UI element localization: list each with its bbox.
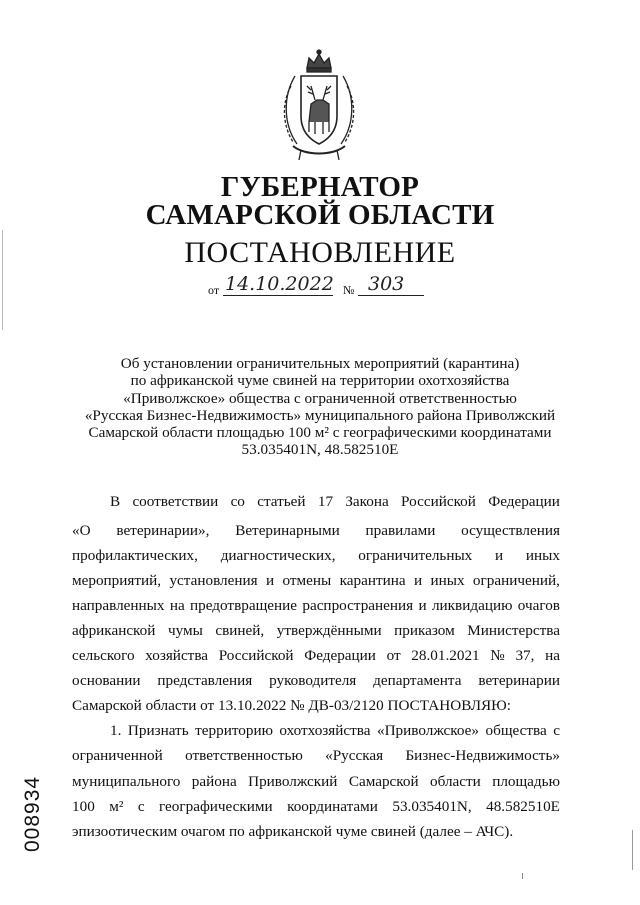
body-word: департамента: [373, 672, 462, 689]
body-word: ответственностью: [185, 747, 303, 764]
body-word: охотхозяйства: [279, 722, 371, 739]
body-word: 100: [72, 798, 95, 815]
body-word: Ветеринарными: [235, 522, 340, 539]
body-word: правилами: [365, 522, 436, 539]
body-word: муниципального: [72, 773, 181, 790]
title-line: по африканской чуме свиней на территории охотхозяйства: [130, 372, 510, 390]
body-line: [72, 798, 560, 816]
body-word: ограничительных: [358, 547, 473, 564]
body-line: [72, 722, 560, 740]
body-word: района: [191, 773, 237, 790]
body-line: [72, 622, 560, 640]
body-word: общества: [485, 722, 547, 739]
body-word: Самарской: [348, 773, 419, 790]
body-word: и: [495, 547, 504, 564]
body-word: территорию: [195, 722, 273, 739]
body-word: Российской: [218, 647, 294, 664]
title-line: Самарской области площадью 100 м² с географическими координатами: [88, 424, 552, 442]
body-word: мероприятий,: [72, 572, 162, 589]
body-word: иных: [430, 572, 465, 589]
body-word: осуществления: [461, 522, 560, 539]
title-line: «Приволжское» общества с ограниченной ответственностью: [123, 389, 517, 407]
scan-edge-line: [632, 830, 633, 870]
body-word: ветеринарии»,: [116, 522, 210, 539]
body-word: чумы: [167, 622, 203, 639]
body-word: с: [553, 722, 560, 739]
body-word: соответствии: [132, 493, 219, 510]
body-word: установления: [169, 572, 258, 589]
body-word: от: [386, 647, 401, 664]
body-line: [72, 493, 560, 511]
body-word: распространения: [302, 597, 414, 614]
body-word: координатами: [287, 798, 378, 815]
body-word: свиней,: [215, 622, 265, 639]
body-word: руководителя: [269, 672, 357, 689]
body-word: хозяйства: [145, 647, 209, 664]
handwritten-date: 14.10.2022: [225, 273, 334, 295]
document-title: [80, 355, 560, 459]
body-word: №: [490, 647, 505, 664]
body-word: 28.01.2021: [411, 647, 480, 664]
body-word: и: [265, 572, 275, 589]
body-word: 37,: [515, 647, 535, 664]
body-word: области: [430, 773, 481, 790]
date-label: от: [208, 283, 220, 297]
body-word: ликвидацию: [431, 597, 513, 614]
body-word: «Русская: [325, 747, 384, 764]
body-line: [72, 672, 560, 690]
body-word: представления: [157, 672, 253, 689]
body-word: ветеринарии: [478, 672, 560, 689]
body-word: иных: [525, 547, 560, 564]
org-title-line-1: ГУБЕРНАТОР: [220, 171, 420, 203]
body-line: эпизоотическим очагом по африканской чуме свиней (далее – АЧС).: [72, 823, 514, 840]
body-word: сельского: [72, 647, 135, 664]
body-word: 1.: [110, 722, 122, 739]
body-line: [72, 597, 560, 615]
body-word: со: [230, 493, 245, 510]
body-word: диагностических,: [220, 547, 336, 564]
body-word: Федерации: [488, 493, 560, 510]
coat-of-arms-icon: [271, 46, 367, 164]
body-word: географическими: [159, 798, 273, 815]
body-word: профилактических,: [72, 547, 198, 564]
body-word: Приволжский: [248, 773, 338, 790]
body-word: 17: [317, 493, 334, 510]
title-line: 53.035401N, 48.582510E: [241, 441, 399, 459]
body-line: [72, 547, 560, 565]
handwritten-number: 303: [368, 273, 405, 295]
body-word: карантина: [339, 572, 406, 589]
body-word: 53.035401N,: [392, 798, 472, 815]
body-word: отмены: [282, 572, 332, 589]
body-word: «О: [72, 522, 91, 539]
body-word: ограничений,: [472, 572, 560, 589]
scan-edge-line: [2, 230, 3, 330]
body-word: основании: [72, 672, 141, 689]
body-line: [72, 572, 560, 590]
body-word: и: [413, 572, 423, 589]
body-word: Министерства: [467, 622, 560, 639]
body-word: на: [169, 597, 185, 614]
body-line: [72, 747, 560, 765]
body-word: Федерации: [304, 647, 376, 664]
body-word: с: [137, 798, 145, 815]
body-word: «Приволжское»: [377, 722, 480, 739]
body-word: направленных: [72, 597, 165, 614]
body-word: предотвращение: [190, 597, 298, 614]
body-word: и: [418, 597, 427, 614]
body-word: Признать: [127, 722, 189, 739]
body-word: Закона: [345, 493, 389, 510]
body-word: Бизнес-Недвижимость»: [405, 747, 560, 764]
body-word: В: [110, 493, 121, 510]
number-label: №: [343, 283, 355, 297]
number-underline: [358, 295, 424, 296]
body-word: Российской: [401, 493, 476, 510]
body-word: утверждёнными: [276, 622, 382, 639]
body-line: [72, 522, 560, 540]
body-word: очагов: [517, 597, 560, 614]
body-word: приказом: [394, 622, 455, 639]
body-word: площадью: [492, 773, 560, 790]
title-line: Об установлении ограничительных мероприятий (карантина): [120, 355, 520, 372]
body-line: Самарской области от 13.10.2022 № ДВ-03/2120 ПОСТАНОВЛЯЮ:: [72, 697, 512, 714]
title-line: «Русская Бизнес-Недвижимость» муниципального района Приволжский: [84, 406, 556, 424]
body-word: 48.582510E: [486, 798, 560, 815]
body-word: ограниченной: [72, 747, 163, 764]
body-word: статьей: [257, 493, 306, 510]
document-type: ПОСТАНОВЛЕНИЕ: [184, 236, 456, 269]
body-word: африканской: [72, 622, 156, 639]
scan-artifact: [522, 873, 523, 879]
body-word: на: [545, 647, 560, 664]
body-word: м²: [109, 798, 124, 815]
side-stamp-number: 008934: [21, 775, 44, 852]
date-underline: [223, 295, 333, 296]
body-line: [72, 647, 560, 665]
org-title-line-2: САМАРСКОЙ ОБЛАСТИ: [145, 199, 495, 231]
body-line: [72, 773, 560, 791]
